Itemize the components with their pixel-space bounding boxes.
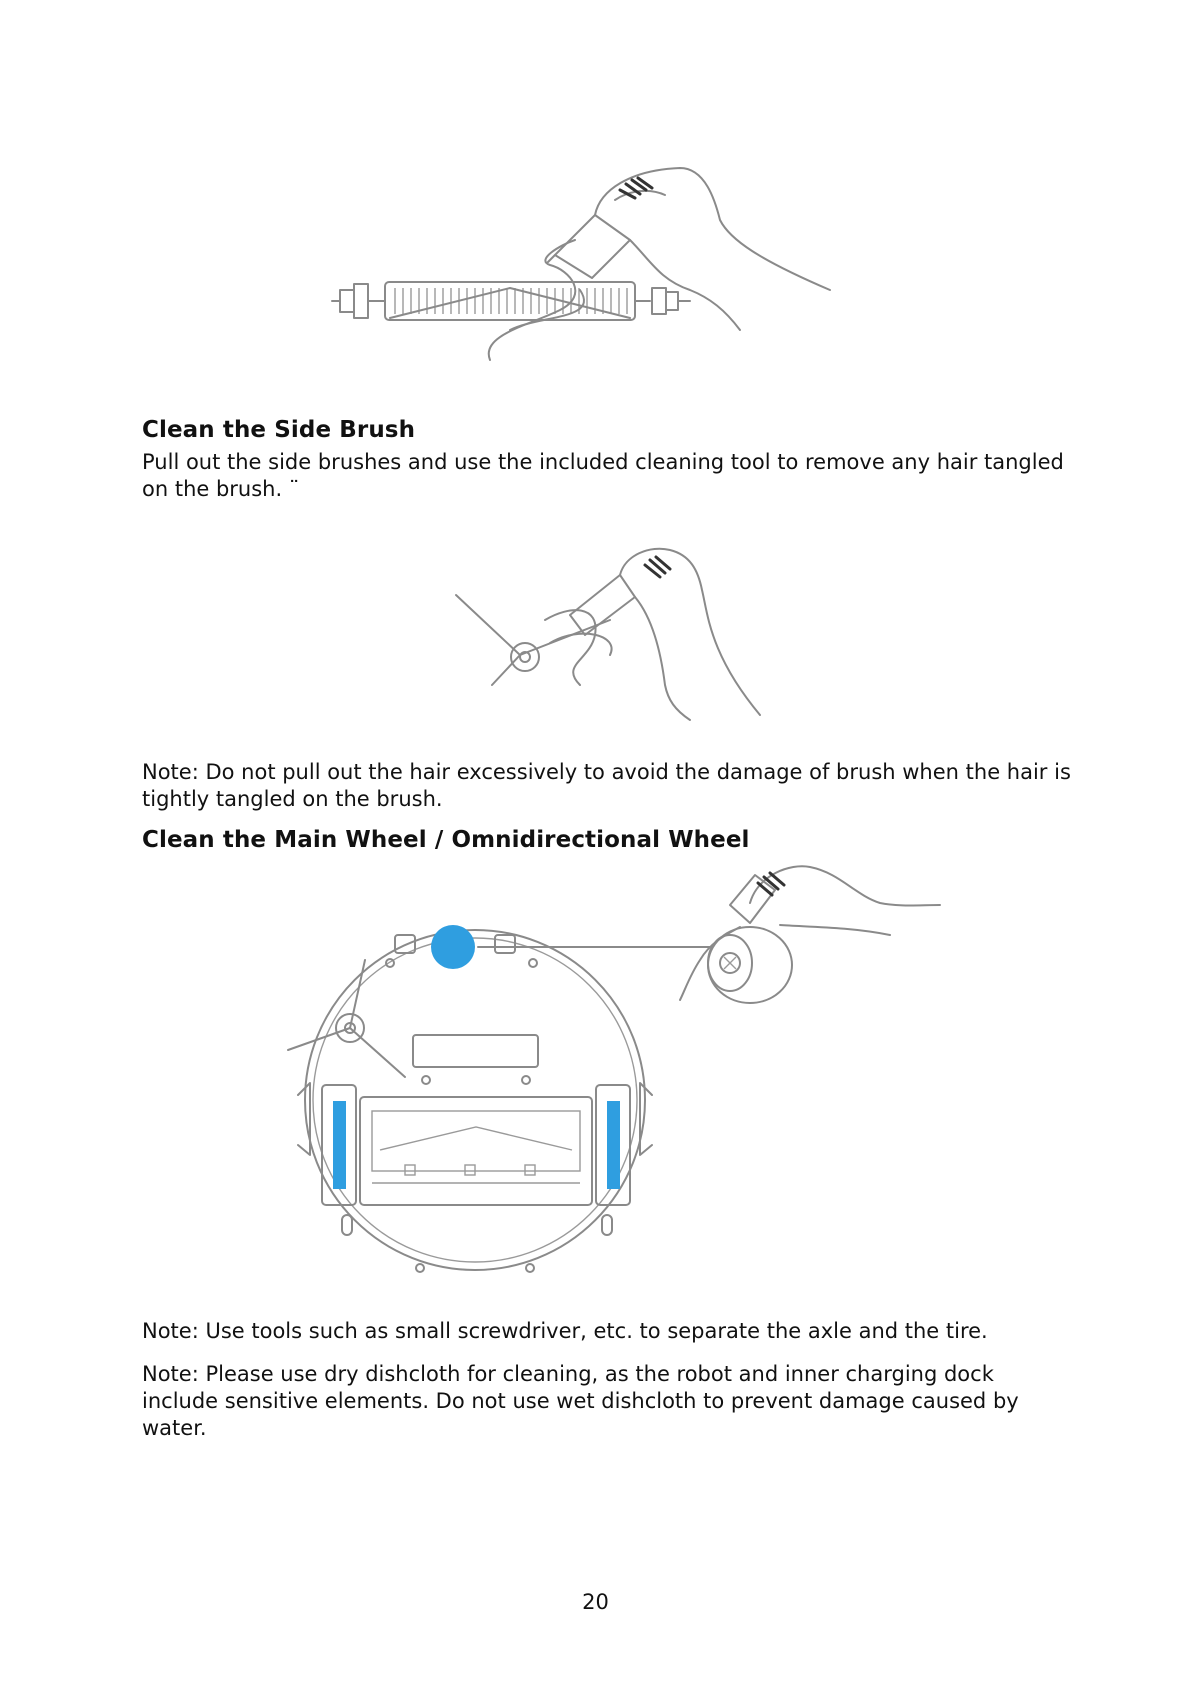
side-brush-instructions: Pull out the side brushes and use the included cleaning tool to remove any hair tangled on the brush. ¨ — [142, 450, 1064, 501]
dry-cloth-note: Note: Please use dry dishcloth for cleaning, as the robot and inner charging dock include sensitive elements. Do not use wet dishcloth to prevent damage caused by water. — [142, 1362, 1019, 1440]
side-brush-note: Note: Do not pull out the hair excessively to avoid the damage of brush when the hair is tightly tangled on the brush. — [142, 760, 1071, 811]
wheel-heading: Clean the Main Wheel / Omnidirectional Wheel — [142, 827, 750, 853]
wheel-note: Note: Use tools such as small screwdriver, etc. to separate the axle and the tire. — [142, 1319, 988, 1343]
robot-underside-wheel-illustration — [280, 865, 960, 1305]
main-brush-cleaning-illustration — [330, 160, 850, 375]
side-brush-cleaning-illustration — [450, 545, 780, 725]
right-main-wheel-highlight — [607, 1101, 620, 1189]
page-number: 20 — [582, 1590, 609, 1614]
caster-wheel-highlight — [431, 925, 475, 969]
side-brush-heading: Clean the Side Brush — [142, 417, 416, 443]
left-main-wheel-highlight — [333, 1101, 346, 1189]
